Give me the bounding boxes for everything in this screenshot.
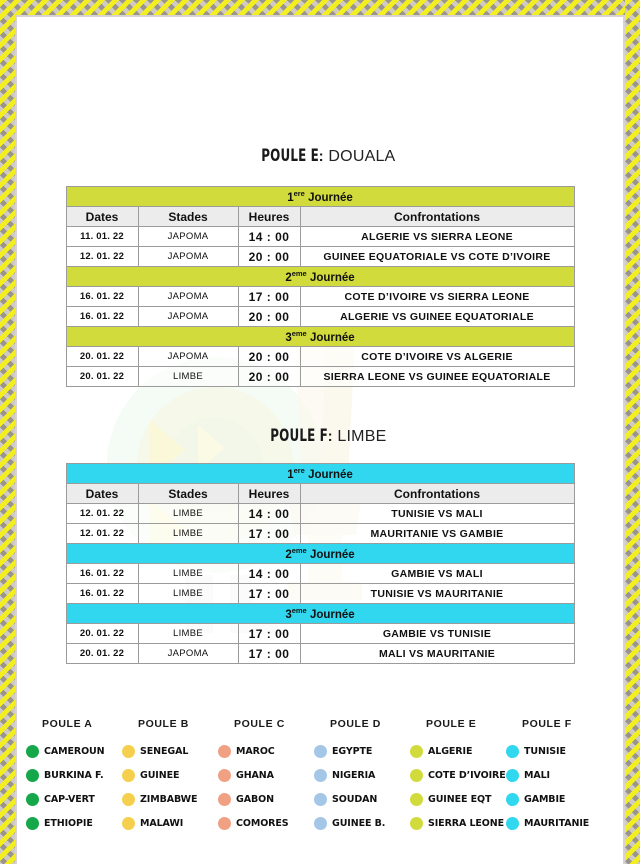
match-time: 17 : 00 <box>238 644 300 664</box>
match-time: 17 : 00 <box>238 624 300 644</box>
match-date: 20. 01. 22 <box>66 367 138 387</box>
list-item <box>218 739 314 763</box>
match-date: 20. 01. 22 <box>66 644 138 664</box>
journee-header-row <box>66 604 574 624</box>
group-color-dot-icon <box>26 793 39 806</box>
group-color-dot-icon <box>506 817 519 830</box>
group-color-dot-icon <box>410 769 423 782</box>
match-confrontation: GUINEE EQUATORIALE VS COTE D’IVOIRE <box>300 247 574 267</box>
table-row <box>66 307 574 327</box>
match-confrontation: ALGERIE VS SIERRA LEONE <box>300 227 574 247</box>
match-confrontation: ALGERIE VS GUINEE EQUATORIALE <box>300 307 574 327</box>
match-confrontation: GAMBIE VS TUNISIE <box>300 624 574 644</box>
column-header-heures: Heures <box>238 207 300 227</box>
team-name: GABON <box>236 793 274 805</box>
legend-group-b <box>122 718 218 835</box>
legend-group-b-title: POULE B <box>138 718 189 730</box>
team-name: COTE D’IVOIRE <box>428 769 506 781</box>
poule-e-title <box>0 146 640 166</box>
poule-f-title-city: LIMBE <box>337 428 387 445</box>
team-name: GAMBIE <box>524 793 566 805</box>
match-confrontation: GAMBIE VS MALI <box>300 564 574 584</box>
group-color-dot-icon <box>410 817 423 830</box>
journee-header-row <box>66 464 574 484</box>
match-date: 12. 01. 22 <box>66 247 138 267</box>
team-name: ALGERIE <box>428 745 473 757</box>
team-name: ZIMBABWE <box>140 793 198 805</box>
team-name: MAURITANIE <box>524 817 590 829</box>
decorative-border-top <box>0 0 640 15</box>
journee-word: Journée <box>309 331 355 344</box>
column-header-dates: Dates <box>66 207 138 227</box>
list-item <box>506 763 602 787</box>
table-row <box>66 287 574 307</box>
list-item <box>410 811 506 835</box>
group-color-dot-icon <box>410 793 423 806</box>
match-date: 12. 01. 22 <box>66 504 138 524</box>
group-color-dot-icon <box>506 769 519 782</box>
column-header-stades: Stades <box>138 207 238 227</box>
group-color-dot-icon <box>218 793 231 806</box>
journee-number: 1 <box>287 468 294 481</box>
journee-ordinal-suffix: eme <box>291 546 307 556</box>
journee-ordinal-suffix: eme <box>291 606 307 616</box>
group-color-dot-icon <box>506 793 519 806</box>
journee-number: 1 <box>287 191 294 204</box>
legend-group-c-title: POULE C <box>234 718 285 730</box>
match-confrontation: MALI VS MAURITANIE <box>300 644 574 664</box>
match-stadium: JAPOMA <box>138 347 238 367</box>
list-item <box>122 739 218 763</box>
group-color-dot-icon <box>506 745 519 758</box>
poule-f-schedule-table <box>66 463 575 664</box>
match-time: 17 : 00 <box>238 524 300 544</box>
list-item <box>314 739 410 763</box>
legend-group-d <box>314 718 410 835</box>
match-time: 20 : 00 <box>238 307 300 327</box>
journee-ordinal-suffix: eme <box>291 269 307 279</box>
list-item <box>218 811 314 835</box>
list-item <box>218 787 314 811</box>
group-color-dot-icon <box>314 745 327 758</box>
table-row <box>66 227 574 247</box>
journee-number: 3 <box>285 331 292 344</box>
border-inner-line-top <box>15 15 625 17</box>
table-row <box>66 247 574 267</box>
list-item <box>506 739 602 763</box>
list-item <box>122 811 218 835</box>
group-color-dot-icon <box>314 793 327 806</box>
match-date: 20. 01. 22 <box>66 347 138 367</box>
list-item <box>122 763 218 787</box>
group-color-dot-icon <box>26 817 39 830</box>
team-name: MAROC <box>236 745 275 757</box>
group-color-dot-icon <box>314 769 327 782</box>
list-item <box>26 787 122 811</box>
column-header-dates: Dates <box>66 484 138 504</box>
team-name: TUNISIE <box>524 745 566 757</box>
group-color-dot-icon <box>122 745 135 758</box>
match-stadium: JAPOMA <box>138 644 238 664</box>
match-stadium: JAPOMA <box>138 247 238 267</box>
team-name: MALI <box>524 769 550 781</box>
list-item <box>314 787 410 811</box>
journee-word: Journée <box>309 271 355 284</box>
team-name: GHANA <box>236 769 274 781</box>
column-header-confrontations: Confrontations <box>300 207 574 227</box>
column-header-row <box>66 207 574 227</box>
list-item <box>314 763 410 787</box>
group-color-dot-icon <box>122 793 135 806</box>
match-stadium: JAPOMA <box>138 307 238 327</box>
match-confrontation: SIERRA LEONE VS GUINEE EQUATORIALE <box>300 367 574 387</box>
journee-ordinal-suffix: eme <box>291 329 307 339</box>
match-stadium: LIMBE <box>138 564 238 584</box>
match-time: 17 : 00 <box>238 584 300 604</box>
match-confrontation: COTE D’IVOIRE VS ALGERIE <box>300 347 574 367</box>
match-time: 20 : 00 <box>238 367 300 387</box>
journee-number: 2 <box>285 271 292 284</box>
poule-e-schedule-table <box>66 186 575 387</box>
legend-group-f-title: POULE F <box>522 718 572 730</box>
group-color-dot-icon <box>410 745 423 758</box>
poule-e-title-city: DOUALA <box>328 148 396 165</box>
legend-group-d-title: POULE D <box>330 718 381 730</box>
team-name: BURKINA F. <box>44 769 104 781</box>
match-date: 16. 01. 22 <box>66 307 138 327</box>
team-name: GUINEE EQT <box>428 793 492 805</box>
list-item <box>26 739 122 763</box>
journee-header-row <box>66 187 574 207</box>
team-name: NIGERIA <box>332 769 376 781</box>
team-name: GUINEE <box>140 769 180 781</box>
journee-header-row <box>66 327 574 347</box>
table-row <box>66 367 574 387</box>
legend-group-a-title: POULE A <box>42 718 93 730</box>
legend-group-a <box>26 718 122 835</box>
match-date: 16. 01. 22 <box>66 287 138 307</box>
journee-ordinal-suffix: ere <box>293 189 305 199</box>
table-row <box>66 584 574 604</box>
team-name: CAMEROUN <box>44 745 105 757</box>
table-row <box>66 347 574 367</box>
match-date: 20. 01. 22 <box>66 624 138 644</box>
match-confrontation: TUNISIE VS MALI <box>300 504 574 524</box>
poule-f-title <box>0 426 640 446</box>
list-item <box>26 763 122 787</box>
match-stadium: JAPOMA <box>138 287 238 307</box>
groups-legend <box>26 718 618 835</box>
table-row <box>66 624 574 644</box>
journee-number: 2 <box>285 548 292 561</box>
journee-word: Journée <box>308 191 353 204</box>
border-inner-line-right <box>623 15 625 864</box>
list-item <box>26 811 122 835</box>
group-color-dot-icon <box>218 745 231 758</box>
column-header-stades: Stades <box>138 484 238 504</box>
team-name: GUINEE B. <box>332 817 386 829</box>
match-stadium: LIMBE <box>138 624 238 644</box>
list-item <box>410 739 506 763</box>
match-confrontation: MAURITANIE VS GAMBIE <box>300 524 574 544</box>
column-header-heures: Heures <box>238 484 300 504</box>
column-header-row <box>66 484 574 504</box>
journee-header-row <box>66 267 574 287</box>
match-stadium: LIMBE <box>138 584 238 604</box>
table-row <box>66 524 574 544</box>
legend-group-e <box>410 718 506 835</box>
match-time: 14 : 00 <box>238 504 300 524</box>
group-color-dot-icon <box>314 817 327 830</box>
table-row <box>66 564 574 584</box>
team-name: MALAWI <box>140 817 184 829</box>
match-stadium: JAPOMA <box>138 227 238 247</box>
legend-group-f <box>506 718 602 835</box>
match-time: 20 : 00 <box>238 347 300 367</box>
journee-ordinal-suffix: ere <box>293 466 305 476</box>
match-date: 16. 01. 22 <box>66 584 138 604</box>
team-name: EGYPTE <box>332 745 373 757</box>
team-name: SIERRA LEONE <box>428 817 505 829</box>
journee-word: Journée <box>309 548 355 561</box>
list-item <box>410 787 506 811</box>
group-color-dot-icon <box>122 769 135 782</box>
table-row <box>66 644 574 664</box>
legend-group-e-title: POULE E <box>426 718 477 730</box>
match-date: 12. 01. 22 <box>66 524 138 544</box>
group-color-dot-icon <box>26 745 39 758</box>
match-stadium: LIMBE <box>138 524 238 544</box>
legend-group-c <box>218 718 314 835</box>
list-item <box>218 763 314 787</box>
group-color-dot-icon <box>122 817 135 830</box>
border-inner-line-left <box>15 15 17 864</box>
list-item <box>122 787 218 811</box>
match-time: 14 : 00 <box>238 564 300 584</box>
poule-f-title-sep: : <box>327 428 333 445</box>
list-item <box>506 787 602 811</box>
poule-f-title-strong: POULE F <box>269 426 328 446</box>
match-stadium: LIMBE <box>138 367 238 387</box>
team-name: CAP-VERT <box>44 793 95 805</box>
match-time: 14 : 00 <box>238 227 300 247</box>
match-time: 20 : 00 <box>238 247 300 267</box>
journee-word: Journée <box>308 468 353 481</box>
group-color-dot-icon <box>218 817 231 830</box>
match-confrontation: TUNISIE VS MAURITANIE <box>300 584 574 604</box>
team-name: SOUDAN <box>332 793 378 805</box>
list-item <box>314 811 410 835</box>
match-date: 11. 01. 22 <box>66 227 138 247</box>
column-header-confrontations: Confrontations <box>300 484 574 504</box>
match-stadium: LIMBE <box>138 504 238 524</box>
team-name: SENEGAL <box>140 745 189 757</box>
list-item <box>506 811 602 835</box>
match-date: 16. 01. 22 <box>66 564 138 584</box>
team-name: ETHIOPIE <box>44 817 93 829</box>
match-confrontation: COTE D’IVOIRE VS SIERRA LEONE <box>300 287 574 307</box>
list-item <box>410 763 506 787</box>
group-color-dot-icon <box>218 769 231 782</box>
decorative-border-right <box>625 0 640 864</box>
journee-number: 3 <box>285 608 292 621</box>
decorative-border-left <box>0 0 15 864</box>
poule-e-title-sep: : <box>318 148 324 165</box>
match-time: 17 : 00 <box>238 287 300 307</box>
journee-header-row <box>66 544 574 564</box>
table-row <box>66 504 574 524</box>
poule-e-title-strong: POULE E <box>260 146 319 166</box>
team-name: COMORES <box>236 817 289 829</box>
group-color-dot-icon <box>26 769 39 782</box>
journee-word: Journée <box>309 608 355 621</box>
